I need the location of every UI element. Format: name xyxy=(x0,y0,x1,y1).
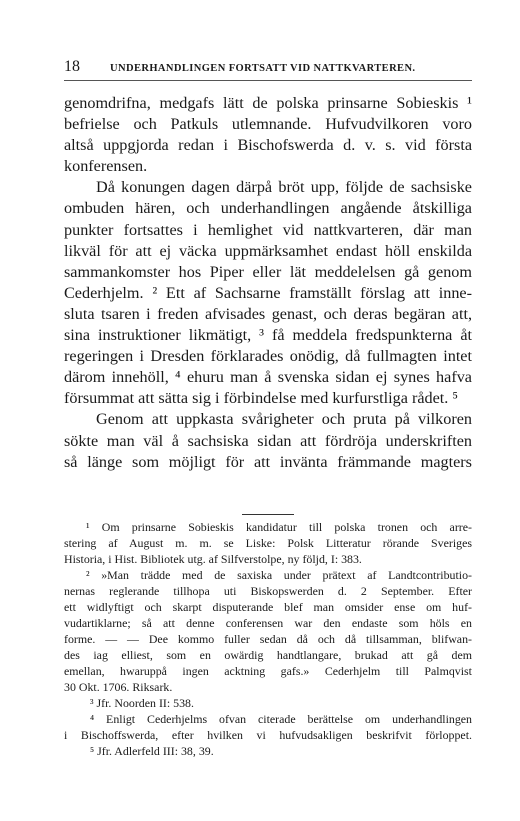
body-line: ombuden hären, och underhandlingen angående åtskilliga xyxy=(64,199,472,218)
body-line: regeringen i Dresden förklarades onödig, då fullmagten intet xyxy=(64,347,472,366)
body-line: Då konungen dagen därpå bröt upp, följde de sachsiske xyxy=(96,178,472,197)
body-line: likväl för att ej väcka uppmärksamhet endast höll enskilda xyxy=(64,241,472,260)
body-line: Genom att uppkasta svårigheter och pruta på vilkoren xyxy=(96,410,472,429)
body-line: så länge som möjligt för att invänta främmande magters xyxy=(64,452,472,471)
footnote-line: forme. — — Dee kommo fuller sedan då och då tillsamman, blifwan- xyxy=(64,632,472,646)
footnote-line: ² »Man trädde med de saxiska under prätext af Landtcontributio- xyxy=(86,568,472,582)
body-line: sluta tsaren i freden afvisades genast, och deras begäran att, xyxy=(64,304,472,323)
footnote-line: ⁵ Jfr. Adlerfeld III: 38, 39. xyxy=(90,744,214,758)
running-title: UNDERHANDLINGEN FORTSATT VID NATTKVARTEREN. xyxy=(110,63,416,74)
footnote-line: stering af August m. m. se Liske: Polsk Litteratur rörande Sveriges xyxy=(64,536,472,550)
body-line: Cederhjelm. ² Ett af Sachsarne framställt förslag att inne- xyxy=(64,283,472,302)
body-line: genomdrifna, medgafs lätt de polska prinsarne Sobieskis ¹ xyxy=(64,94,472,112)
footnote-line: nernas reglerande tillhopa uti Biskopswerden d. 2 September. Efter xyxy=(64,584,472,598)
body-line: sammankomster hos Piper eller lät meddelelsen gå genom xyxy=(64,262,472,281)
footnote-line: i Bischoffswerda, efter hvilken vi hufvudsakligen beskrifvit förloppet. xyxy=(64,728,472,742)
footnote-line: vudartiklarne; så att denne conferensen war den endaste som höls en xyxy=(64,616,472,630)
body-line: sina instruktioner likmätigt, ³ få meddela fredspunkterna åt xyxy=(64,326,472,345)
body-line: punkter fortsattes i hemlighet vid nattkvarteren, där man xyxy=(64,220,472,239)
footnote-line: Historia, i Hist. Bibliotek utg. af Silfverstolpe, ny följd, I: 383. xyxy=(64,552,362,566)
header-rule xyxy=(64,80,472,81)
body-line: altså uppgjorda redan i Bischofswerda d. v. s. vid första xyxy=(64,136,472,155)
footnote-line: ⁴ Enligt Cederhjelms ofvan citerade berättelse om underhandlingen xyxy=(90,712,472,726)
body-text xyxy=(64,93,472,473)
footnote-line: 30 Okt. 1706. Riksark. xyxy=(64,680,173,694)
footnote-separator xyxy=(242,514,294,515)
page-header xyxy=(64,58,472,76)
page-number: 18 xyxy=(64,58,80,75)
footnote-line: emellan, hwaruppå ingen acktning gafs.» Cederhjelm till Palmqvist xyxy=(64,664,472,678)
body-line: därom innehöll, ⁴ ehuru man å svenska sidan ej synes hafva xyxy=(64,368,472,387)
body-line: befrielse och Patkuls utlemnande. Hufvudvilkoren voro xyxy=(64,115,472,134)
body-line: sökte man väl å sachsiska sidan att fördröja underskriften xyxy=(64,431,472,450)
body-line: konferensen. xyxy=(64,157,148,176)
footnote-line: ett widlyftigt och skarpt disputerande blef man omsider ense om huf- xyxy=(64,600,472,614)
footnote-line: des iag elliest, som en owärdig handtlangare, brukad att gå dem xyxy=(64,648,472,662)
footnote-line: ³ Jfr. Noorden II: 538. xyxy=(90,696,194,710)
footnotes xyxy=(64,519,472,759)
body-line: försummat att sätta sig i förbindelse med kurfurstliga rådet. ⁵ xyxy=(64,389,459,408)
footnote-line: ¹ Om prinsarne Sobieskis kandidatur till polska tronen och arre- xyxy=(86,520,472,534)
